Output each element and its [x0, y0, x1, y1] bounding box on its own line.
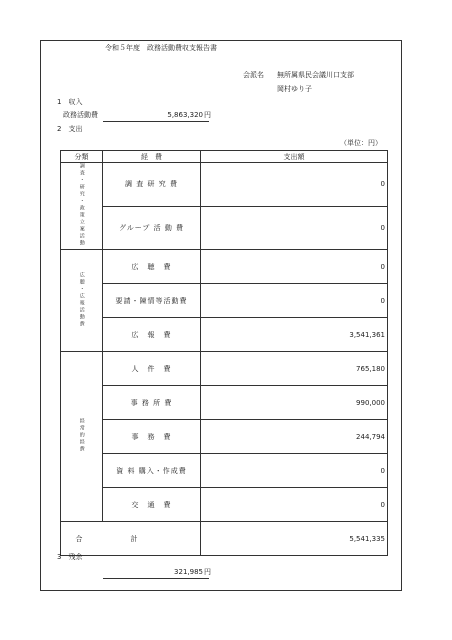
- table-row: [61, 250, 388, 284]
- category-pr: 広聴・広報活動費: [61, 250, 103, 352]
- amount-cell: 0: [201, 284, 388, 318]
- table-row: [61, 488, 388, 522]
- category-research: 調査・研究・政策立案活動: [61, 163, 103, 250]
- income-amount: 5,863,320: [167, 111, 203, 119]
- income-label: 政務活動費: [63, 111, 98, 119]
- total-label: 合計: [61, 522, 201, 556]
- party-label: 会派名: [243, 71, 264, 79]
- item-cell: 資 料 購入・作成費: [103, 454, 201, 488]
- amount-cell: 990,000: [201, 386, 388, 420]
- item-cell: 広 聴 費: [103, 250, 201, 284]
- header-category: 分類: [61, 151, 103, 163]
- amount-cell: 0: [201, 163, 388, 207]
- amount-cell: 244,794: [201, 420, 388, 454]
- amount-cell: 765,180: [201, 352, 388, 386]
- table-header-row: [61, 151, 388, 163]
- total-row: [61, 522, 388, 556]
- table-row: [61, 386, 388, 420]
- expenditure-section-title: 2 支出: [57, 125, 83, 133]
- item-cell: 事 務 所 費: [103, 386, 201, 420]
- item-cell: 交 通 費: [103, 488, 201, 522]
- table-row: [61, 318, 388, 352]
- amount-cell: 0: [201, 488, 388, 522]
- table-row: [61, 454, 388, 488]
- header-amount: 支出額: [201, 151, 388, 163]
- balance-amount: 321,985: [174, 568, 203, 576]
- item-cell: 人 件 費: [103, 352, 201, 386]
- balance-underline: [103, 578, 209, 579]
- item-cell: 要請・陳情等活動費: [103, 284, 201, 318]
- total-amount: 5,541,335: [201, 522, 388, 556]
- table-row: [61, 206, 388, 250]
- income-unit: 円: [204, 111, 211, 119]
- table-row: [61, 420, 388, 454]
- category-regular: 経常的経費: [61, 352, 103, 522]
- report-title: 令和５年度 政務活動費収支報告書: [105, 44, 217, 52]
- table-row: [61, 284, 388, 318]
- amount-cell: 0: [201, 206, 388, 250]
- item-cell: 事 務 費: [103, 420, 201, 454]
- table-row: [61, 163, 388, 207]
- amount-cell: 0: [201, 454, 388, 488]
- balance-section-title: 3 残余: [57, 553, 83, 561]
- table-row: [61, 352, 388, 386]
- income-underline: [103, 121, 209, 122]
- header-item: 経 費: [103, 151, 201, 163]
- unit-note: （単位：円）: [340, 139, 382, 147]
- balance-unit: 円: [204, 568, 211, 576]
- item-cell: 広 報 費: [103, 318, 201, 352]
- item-cell: グループ 活 動 費: [103, 206, 201, 250]
- amount-cell: 3,541,361: [201, 318, 388, 352]
- party-name: 無所属県民会議川口支部: [277, 71, 354, 79]
- income-section-title: 1 収入: [57, 98, 83, 106]
- amount-cell: 0: [201, 250, 388, 284]
- item-cell: 調 査 研 究 費: [103, 163, 201, 207]
- expenditure-table: [60, 150, 388, 556]
- member-name: 岡村ゆり子: [277, 85, 312, 93]
